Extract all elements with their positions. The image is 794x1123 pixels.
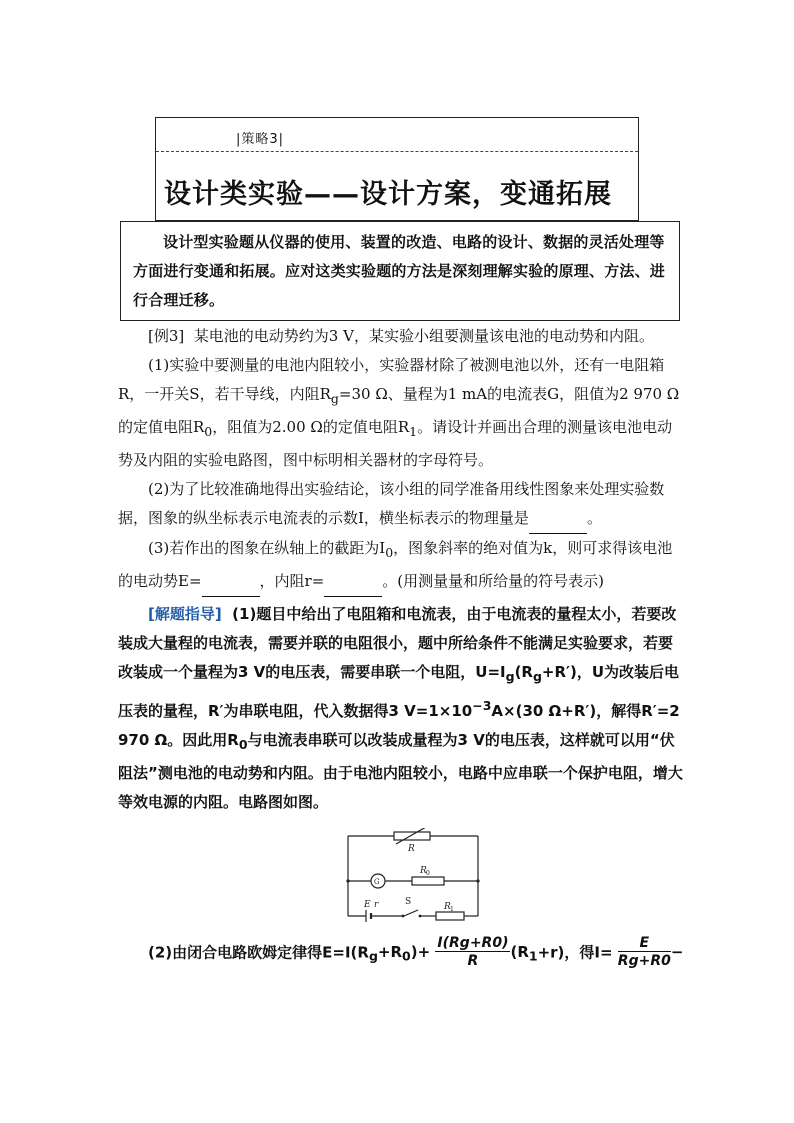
example-label: [例3] <box>148 327 185 345</box>
q2-answer-blank <box>529 504 587 534</box>
question-2 <box>118 475 683 534</box>
junction-right <box>476 879 479 882</box>
q3-sub-0: 0 <box>385 545 394 560</box>
formula-mid4: +r)，得I= <box>537 943 613 962</box>
q1-sub-1: 1 <box>409 424 418 439</box>
circuit-diagram <box>342 828 484 922</box>
q1-sub-g: g <box>330 391 339 406</box>
solution-block <box>118 600 683 817</box>
q3-text-d: 。(用测量量和所给量的符号表示) <box>382 572 604 590</box>
formula-lead: (2)由闭合电路欧姆定律得E=I(R <box>148 943 369 962</box>
q1-sub-0: 0 <box>204 424 213 439</box>
label-r1: R <box>444 902 451 912</box>
strategy-tag-row <box>156 118 638 152</box>
q1-text-4: 。请设计并画出合理的测量该电池电动势及内阻的实验电路图，图中标明相关器材的字母符号。 <box>118 418 673 469</box>
switch-pivot <box>402 915 405 918</box>
label-s: S <box>405 897 412 907</box>
label-r0-sub: 0 <box>426 870 430 877</box>
label-r1-sub: 1 <box>450 906 454 913</box>
q1-text-2: =30 Ω、量程为1 mA的电流表G，阻值为2 970 Ω的定值电阻R <box>118 385 680 436</box>
intro-box <box>120 221 680 321</box>
formula-mid1: +R <box>377 943 403 961</box>
label-r: R <box>408 844 415 854</box>
question-3 <box>118 534 683 597</box>
fraction-1 <box>435 935 510 969</box>
label-e: E <box>364 900 371 910</box>
example-block <box>118 322 683 597</box>
solution-label: [解题指导] <box>148 605 222 623</box>
solution-paragraph <box>118 600 683 817</box>
solution-exponent: −3 <box>472 698 492 713</box>
strategy-header-box <box>155 117 639 221</box>
resistor-r0 <box>412 877 444 885</box>
formula-sub-1: 1 <box>528 948 538 964</box>
q3-text-a: (3)若作出的图象在纵轴上的截距为I <box>148 539 386 557</box>
fraction-2-denominator: Rg+R0 <box>617 953 671 969</box>
q3-text-b: ，图象斜率的绝对值为k，则可求得该电池的电动势E= <box>118 539 673 590</box>
strategy-title: 设计类实验——设计方案，变通拓展 <box>164 179 612 210</box>
label-g: G <box>374 878 380 886</box>
solution-text-a: (1)题目中给出了电阻箱和电流表，由于电流表的量程太小，若要改装成大量程的电流表，需要并联的电阻很小，题中所给条件不能满足实验要求，若要改装成一个量程为3 V的电压表，需要串联一个电阻，U=I <box>118 605 677 681</box>
q1-text: (1)实验中要测量的电池内阻较小，实验器材除了被测电池以外，还有一电阻箱R，一开关S，若干导线，内阻R <box>118 356 665 403</box>
intro-text: 设计型实验题从仪器的使用、装置的改造、电路的设计、数据的灵活处理等方面进行变通和拓展。应对这类实验题的方法是深刻理解实验的原理、方法、进行合理迁移。 <box>133 233 666 309</box>
q3-e-blank <box>202 567 260 597</box>
question-1 <box>118 351 683 475</box>
q3-r-blank <box>324 567 382 597</box>
solution-text-b: (R <box>514 663 533 681</box>
q2-end: 。 <box>586 509 602 527</box>
junction-left <box>346 879 349 882</box>
formula-mid2: )+ <box>410 943 431 961</box>
solution-sub-g-2: g <box>532 669 542 684</box>
formula-tail: − <box>670 943 684 961</box>
resistor-box-r <box>394 832 430 840</box>
q1-text-3: ，阻值为2.00 Ω的定值电阻R <box>212 418 410 436</box>
resistor-r1 <box>436 912 464 920</box>
fraction-2 <box>618 935 671 969</box>
label-r0: R <box>420 866 427 876</box>
solution-sub-g-1: g <box>505 669 515 684</box>
formula-sub-g: g <box>368 948 378 964</box>
switch-blade <box>404 910 418 916</box>
solution-sub-0: 0 <box>238 737 248 752</box>
label-r-internal: r <box>374 900 379 910</box>
switch-contact <box>419 915 422 918</box>
fraction-1-denominator: R <box>467 953 479 969</box>
q3-text-c: ，内阻r= <box>259 572 325 590</box>
solution-text-c: +R′)，U为改装后电压表的量程，R′为串联电阻，代入数据得3 V=1×10 <box>118 663 680 720</box>
fraction-1-numerator: I(Rg+R0) <box>437 935 509 951</box>
q2-text: (2)为了比较准确地得出实验结论，该小组的同学准备用线性图象来处理实验数据，图象的纵坐标表示电流表的示数I，横坐标表示的物理量是 <box>118 480 665 527</box>
example-stem-text: 某电池的电动势约为3 V，某实验小组要测量该电池的电动势和内阻。 <box>193 327 654 345</box>
fraction-2-numerator: E <box>618 935 671 952</box>
strategy-tag: |策略3| <box>236 132 285 147</box>
example-stem <box>118 322 683 351</box>
solution-text-d: A×(30 Ω+R′)，解得R′=2 970 Ω。因此用R <box>118 702 680 749</box>
formula-line <box>148 935 688 985</box>
formula-mid3: (R <box>510 943 529 961</box>
formula-sub-0: 0 <box>402 948 411 964</box>
solution-text-e: 与电流表串联可以改装成量程为3 V的电压表，这样就可以用“伏阻法”测电池的电动势和内阻。由于电池内阻较小，电路中应串联一个保护电阻，增大等效电源的内阻。电路图如图。 <box>118 731 683 811</box>
